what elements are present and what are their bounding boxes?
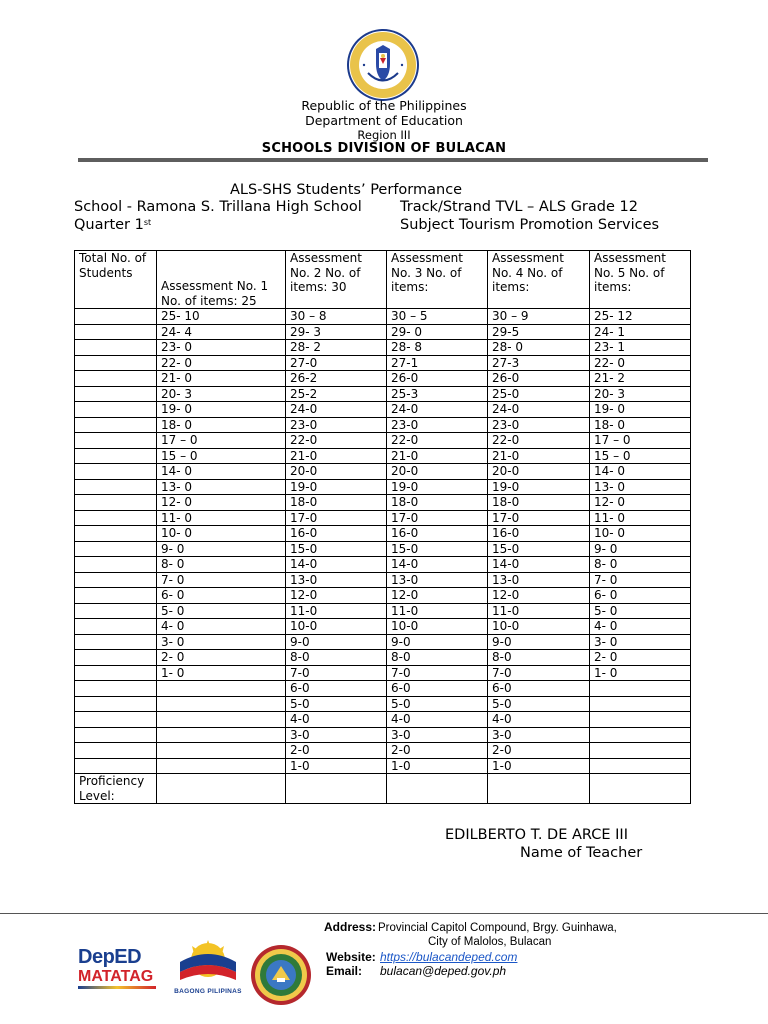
cell-assessment-4: 9-0: [488, 634, 590, 650]
cell-assessment-5: 18- 0: [590, 417, 691, 433]
cell-assessment-5: 10- 0: [590, 526, 691, 542]
cell-assessment-5: 22- 0: [590, 355, 691, 371]
cell-assessment-5: 15 – 0: [590, 448, 691, 464]
bagong-pilipinas-emblem: [172, 938, 244, 984]
cell-total-students: [75, 665, 157, 681]
cell-assessment-3: 6-0: [387, 681, 488, 697]
bagong-pilipinas-logo: [172, 938, 244, 994]
cell-total-students: [75, 681, 157, 697]
cell-total-students: [75, 743, 157, 759]
cell-assessment-4: 10-0: [488, 619, 590, 635]
cell-assessment-2: 23-0: [286, 417, 387, 433]
cell-assessment-5: 11- 0: [590, 510, 691, 526]
cell-assessment-4: 27-3: [488, 355, 590, 371]
cell-assessment-1: 22- 0: [157, 355, 286, 371]
cell-assessment-2: 22-0: [286, 433, 387, 449]
cell-assessment-2: 26-2: [286, 371, 387, 387]
proficiency-cell-5: [590, 774, 691, 804]
table-row: [75, 588, 691, 604]
cell-assessment-2: 19-0: [286, 479, 387, 495]
cell-assessment-1: 25- 10: [157, 309, 286, 325]
cell-assessment-1: [157, 743, 286, 759]
cell-total-students: [75, 557, 157, 573]
cell-assessment-4: 3-0: [488, 727, 590, 743]
table-row: [75, 712, 691, 728]
teacher-role: Name of Teacher: [520, 845, 643, 861]
cell-assessment-4: 13-0: [488, 572, 590, 588]
cell-assessment-1: 1- 0: [157, 665, 286, 681]
cell-total-students: [75, 727, 157, 743]
cell-assessment-2: 5-0: [286, 696, 387, 712]
bagong-pilipinas-caption: BAGONG PILIPINAS: [174, 988, 242, 995]
header-division: SCHOOLS DIVISION OF BULACAN: [261, 141, 507, 156]
cell-total-students: [75, 448, 157, 464]
cell-assessment-3: 29- 0: [387, 324, 488, 340]
header-department: Department of Education: [305, 113, 463, 128]
cell-assessment-2: 8-0: [286, 650, 387, 666]
cell-assessment-5: 3- 0: [590, 634, 691, 650]
cell-total-students: [75, 495, 157, 511]
cell-assessment-5: 9- 0: [590, 541, 691, 557]
teacher-name: EDILBERTO T. DE ARCE III: [445, 827, 628, 843]
cell-assessment-2: 30 – 8: [286, 309, 387, 325]
cell-assessment-1: 10- 0: [157, 526, 286, 542]
cell-assessment-4: 6-0: [488, 681, 590, 697]
cell-assessment-3: 23-0: [387, 417, 488, 433]
cell-assessment-5: 24- 1: [590, 324, 691, 340]
table-row: [75, 526, 691, 542]
cell-assessment-4: 8-0: [488, 650, 590, 666]
cell-assessment-3: 2-0: [387, 743, 488, 759]
header-divider: [78, 158, 708, 162]
table-row: [75, 433, 691, 449]
track-label: Track/Strand TVL – ALS Grade 12: [400, 199, 638, 215]
table-row: [75, 743, 691, 759]
cell-assessment-1: 2- 0: [157, 650, 286, 666]
cell-total-students: [75, 541, 157, 557]
cell-assessment-5: 6- 0: [590, 588, 691, 604]
table-row: [75, 758, 691, 774]
cell-assessment-2: 3-0: [286, 727, 387, 743]
cell-assessment-4: 7-0: [488, 665, 590, 681]
cell-assessment-3: 14-0: [387, 557, 488, 573]
cell-assessment-4: 20-0: [488, 464, 590, 480]
cell-assessment-1: 4- 0: [157, 619, 286, 635]
matatag-logo-text: MATATAG: [78, 968, 154, 985]
cell-assessment-1: [157, 696, 286, 712]
cell-assessment-5: 19- 0: [590, 402, 691, 418]
cell-assessment-1: 24- 4: [157, 324, 286, 340]
proficiency-cell-2: [286, 774, 387, 804]
cell-assessment-5: 8- 0: [590, 557, 691, 573]
cell-assessment-3: 1-0: [387, 758, 488, 774]
cell-assessment-5: 5- 0: [590, 603, 691, 619]
cell-assessment-5: 23- 1: [590, 340, 691, 356]
col-header-assessment-2: Assessment No. 2 No. of items: 30: [286, 251, 387, 309]
cell-assessment-4: 15-0: [488, 541, 590, 557]
cell-total-students: [75, 526, 157, 542]
cell-assessment-5: 7- 0: [590, 572, 691, 588]
cell-total-students: [75, 572, 157, 588]
cell-assessment-1: [157, 758, 286, 774]
cell-assessment-1: 14- 0: [157, 464, 286, 480]
cell-assessment-5: 21- 2: [590, 371, 691, 387]
cell-assessment-4: 23-0: [488, 417, 590, 433]
proficiency-cell-3: [387, 774, 488, 804]
table-row: [75, 386, 691, 402]
cell-assessment-1: 6- 0: [157, 588, 286, 604]
school-label: School - Ramona S. Trillana High School: [74, 199, 362, 215]
cell-assessment-1: 18- 0: [157, 417, 286, 433]
cell-total-students: [75, 696, 157, 712]
cell-assessment-3: 11-0: [387, 603, 488, 619]
cell-assessment-4: 28- 0: [488, 340, 590, 356]
cell-assessment-5: 1- 0: [590, 665, 691, 681]
cell-assessment-3: 30 – 5: [387, 309, 488, 325]
table-row: [75, 309, 691, 325]
quarter-label: [74, 216, 151, 234]
cell-assessment-3: 20-0: [387, 464, 488, 480]
cell-assessment-2: 24-0: [286, 402, 387, 418]
proficiency-row: [75, 774, 691, 804]
cell-assessment-2: 28- 2: [286, 340, 387, 356]
cell-assessment-1: 5- 0: [157, 603, 286, 619]
cell-assessment-3: 16-0: [387, 526, 488, 542]
cell-total-students: [75, 340, 157, 356]
cell-assessment-5: 14- 0: [590, 464, 691, 480]
cell-assessment-2: 10-0: [286, 619, 387, 635]
report-title: ALS-SHS Students’ Performance: [230, 182, 463, 198]
cell-assessment-1: 9- 0: [157, 541, 286, 557]
cell-assessment-2: 1-0: [286, 758, 387, 774]
table-row: [75, 665, 691, 681]
col-header-assessment-5: Assessment No. 5 No. of items:: [590, 251, 691, 309]
table-row: [75, 634, 691, 650]
cell-assessment-2: 18-0: [286, 495, 387, 511]
cell-assessment-1: 21- 0: [157, 371, 286, 387]
cell-total-students: [75, 758, 157, 774]
cell-assessment-1: [157, 727, 286, 743]
cell-assessment-2: 15-0: [286, 541, 387, 557]
deped-matatag-logo: [78, 946, 158, 994]
cell-assessment-3: 7-0: [387, 665, 488, 681]
table-row: [75, 696, 691, 712]
table-row: [75, 650, 691, 666]
cell-assessment-4: 19-0: [488, 479, 590, 495]
proficiency-label: Proficiency Level:: [75, 774, 157, 804]
table-row: [75, 371, 691, 387]
table-body: [75, 309, 691, 804]
cell-assessment-1: 17 – 0: [157, 433, 286, 449]
cell-assessment-4: 5-0: [488, 696, 590, 712]
cell-assessment-4: 2-0: [488, 743, 590, 759]
table-row: [75, 340, 691, 356]
cell-assessment-4: 24-0: [488, 402, 590, 418]
table-row: [75, 355, 691, 371]
cell-total-students: [75, 619, 157, 635]
cell-assessment-3: 22-0: [387, 433, 488, 449]
table-header-row: [75, 251, 691, 309]
table-row: [75, 541, 691, 557]
footer-divider: [0, 913, 768, 914]
cell-assessment-5: [590, 758, 691, 774]
table-row: [75, 402, 691, 418]
cell-assessment-5: 13- 0: [590, 479, 691, 495]
cell-assessment-2: 12-0: [286, 588, 387, 604]
table-row: [75, 479, 691, 495]
cell-assessment-2: 20-0: [286, 464, 387, 480]
cell-assessment-2: 16-0: [286, 526, 387, 542]
cell-assessment-5: 4- 0: [590, 619, 691, 635]
cell-assessment-1: 3- 0: [157, 634, 286, 650]
cell-assessment-4: 16-0: [488, 526, 590, 542]
cell-assessment-2: 6-0: [286, 681, 387, 697]
cell-assessment-2: 27-0: [286, 355, 387, 371]
cell-assessment-4: 1-0: [488, 758, 590, 774]
cell-assessment-3: 27-1: [387, 355, 488, 371]
cell-assessment-4: 17-0: [488, 510, 590, 526]
cell-assessment-2: 13-0: [286, 572, 387, 588]
cell-assessment-3: 18-0: [387, 495, 488, 511]
subject-label: Subject Tourism Promotion Services: [400, 217, 660, 233]
cell-assessment-4: 4-0: [488, 712, 590, 728]
cell-assessment-1: [157, 712, 286, 728]
quarter-superscript: st: [143, 218, 152, 227]
cell-assessment-2: 14-0: [286, 557, 387, 573]
table-row: [75, 603, 691, 619]
cell-assessment-2: 4-0: [286, 712, 387, 728]
proficiency-cell-1: [157, 774, 286, 804]
table-row: [75, 557, 691, 573]
bulacan-division-seal: [250, 944, 312, 1006]
cell-total-students: [75, 479, 157, 495]
cell-assessment-3: 25-3: [387, 386, 488, 402]
cell-assessment-5: [590, 681, 691, 697]
cell-assessment-4: 25-0: [488, 386, 590, 402]
cell-assessment-5: [590, 712, 691, 728]
cell-assessment-2: 25-2: [286, 386, 387, 402]
cell-total-students: [75, 588, 157, 604]
cell-assessment-2: 29- 3: [286, 324, 387, 340]
cell-assessment-5: [590, 727, 691, 743]
cell-assessment-2: 21-0: [286, 448, 387, 464]
cell-total-students: [75, 712, 157, 728]
cell-total-students: [75, 402, 157, 418]
cell-assessment-4: 12-0: [488, 588, 590, 604]
cell-assessment-1: 20- 3: [157, 386, 286, 402]
table-row: [75, 619, 691, 635]
cell-assessment-3: 19-0: [387, 479, 488, 495]
col-header-total-students: Total No. of Students: [75, 251, 157, 309]
col-header-assessment-3: Assessment No. 3 No. of items:: [387, 251, 488, 309]
cell-assessment-3: 9-0: [387, 634, 488, 650]
cell-assessment-1: 7- 0: [157, 572, 286, 588]
cell-assessment-3: 17-0: [387, 510, 488, 526]
cell-assessment-5: 12- 0: [590, 495, 691, 511]
cell-assessment-1: 8- 0: [157, 557, 286, 573]
col-header-assessment-1: Assessment No. 1 No. of items: 25: [157, 251, 286, 309]
table-row: [75, 572, 691, 588]
cell-assessment-4: 29-5: [488, 324, 590, 340]
cell-assessment-1: 15 – 0: [157, 448, 286, 464]
table-row: [75, 681, 691, 697]
deped-logo-text: DepED: [78, 946, 142, 968]
address-line-1: Provincial Capitol Compound, Brgy. Guinhawa,: [378, 922, 617, 934]
cell-total-students: [75, 309, 157, 325]
cell-assessment-4: 30 – 9: [488, 309, 590, 325]
address-label: Address:: [324, 920, 377, 934]
cell-assessment-3: 8-0: [387, 650, 488, 666]
cell-total-students: [75, 355, 157, 371]
cell-assessment-4: 11-0: [488, 603, 590, 619]
table-row: [75, 324, 691, 340]
cell-total-students: [75, 417, 157, 433]
cell-assessment-2: 2-0: [286, 743, 387, 759]
cell-assessment-5: 20- 3: [590, 386, 691, 402]
cell-assessment-3: 3-0: [387, 727, 488, 743]
address-line-2: City of Malolos, Bulacan: [428, 936, 552, 948]
col-header-assessment-4: Assessment No. 4 No. of items:: [488, 251, 590, 309]
cell-assessment-5: [590, 743, 691, 759]
email-address[interactable]: bulacan@deped.gov.ph: [380, 964, 507, 978]
cell-total-students: [75, 650, 157, 666]
cell-assessment-4: 21-0: [488, 448, 590, 464]
cell-assessment-2: 17-0: [286, 510, 387, 526]
cell-assessment-4: 14-0: [488, 557, 590, 573]
header-republic: Republic of the Philippines: [301, 98, 467, 113]
cell-assessment-5: 25- 12: [590, 309, 691, 325]
cell-assessment-1: [157, 681, 286, 697]
website-label: Website:: [326, 950, 376, 964]
cell-assessment-1: 12- 0: [157, 495, 286, 511]
table-row: [75, 464, 691, 480]
cell-assessment-3: 4-0: [387, 712, 488, 728]
header-region: Region III: [357, 128, 411, 142]
cell-assessment-3: 10-0: [387, 619, 488, 635]
cell-total-students: [75, 433, 157, 449]
cell-total-students: [75, 386, 157, 402]
cell-assessment-2: 9-0: [286, 634, 387, 650]
cell-assessment-5: 17 – 0: [590, 433, 691, 449]
quarter-text: Quarter 1: [74, 217, 144, 233]
cell-assessment-1: 23- 0: [157, 340, 286, 356]
cell-total-students: [75, 371, 157, 387]
table-row: [75, 510, 691, 526]
cell-assessment-4: 18-0: [488, 495, 590, 511]
cell-total-students: [75, 324, 157, 340]
cell-assessment-1: 19- 0: [157, 402, 286, 418]
cell-assessment-3: 5-0: [387, 696, 488, 712]
cell-assessment-3: 24-0: [387, 402, 488, 418]
cell-assessment-1: 13- 0: [157, 479, 286, 495]
cell-assessment-5: [590, 696, 691, 712]
proficiency-cell-4: [488, 774, 590, 804]
table-row: [75, 417, 691, 433]
cell-total-students: [75, 510, 157, 526]
email-label: Email:: [326, 964, 363, 978]
matatag-stripe: [78, 986, 156, 989]
performance-table: [74, 250, 691, 804]
cell-assessment-3: 28- 8: [387, 340, 488, 356]
cell-assessment-4: 26-0: [488, 371, 590, 387]
cell-total-students: [75, 603, 157, 619]
cell-assessment-3: 13-0: [387, 572, 488, 588]
cell-assessment-1: 11- 0: [157, 510, 286, 526]
cell-assessment-3: 12-0: [387, 588, 488, 604]
cell-assessment-3: 26-0: [387, 371, 488, 387]
cell-total-students: [75, 634, 157, 650]
cell-assessment-2: 7-0: [286, 665, 387, 681]
cell-assessment-3: 21-0: [387, 448, 488, 464]
cell-total-students: [75, 464, 157, 480]
table-row: [75, 727, 691, 743]
cell-assessment-2: 11-0: [286, 603, 387, 619]
cell-assessment-5: 2- 0: [590, 650, 691, 666]
table-row: [75, 448, 691, 464]
cell-assessment-4: 22-0: [488, 433, 590, 449]
deped-seal-logo: [346, 28, 420, 102]
table-row: [75, 495, 691, 511]
cell-assessment-3: 15-0: [387, 541, 488, 557]
website-link[interactable]: https://bulacandeped.com: [380, 950, 518, 964]
